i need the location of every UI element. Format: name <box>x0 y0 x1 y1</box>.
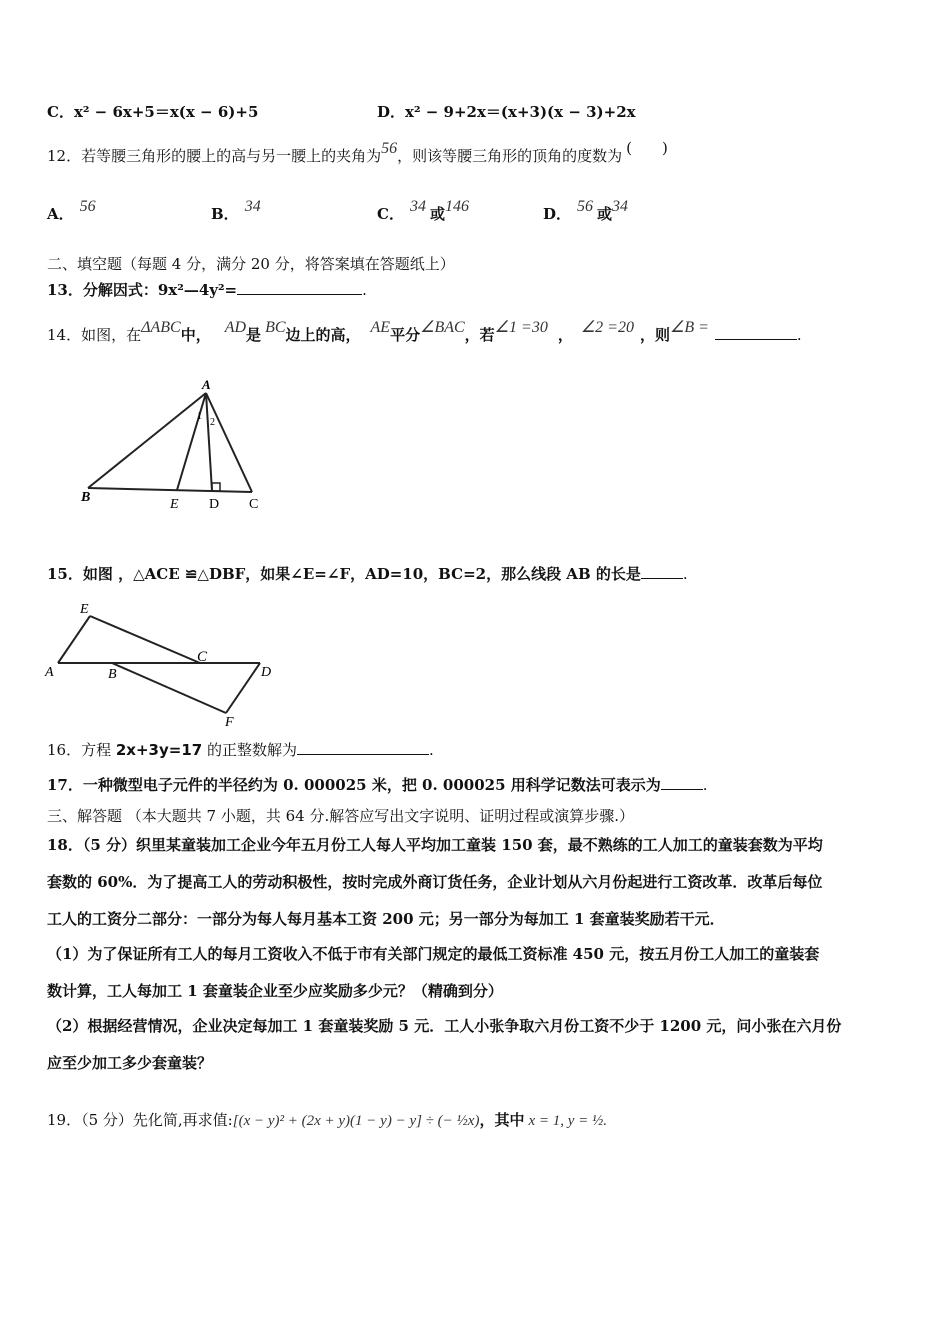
q11-option-d: D．x² − 9+2x＝(x+3)(x − 3)+2x <box>377 103 636 121</box>
q14-text-1: 14．如图，在 <box>47 326 142 344</box>
q14-ae: AE <box>370 319 391 336</box>
q13-text: 13．分解因式：9x²—4y²= <box>47 281 238 299</box>
q12-option-c-or: 或 <box>429 205 445 223</box>
q19-condition: x = 1, y = ½. <box>528 1113 608 1129</box>
figure-14-triangle <box>70 375 280 520</box>
figure-15-congruent-triangles <box>40 598 280 733</box>
q14-text-3: 是 <box>246 326 262 344</box>
q12-option-b-label: B． <box>211 205 239 223</box>
q12-options <box>47 198 96 225</box>
fig15-label-d: D <box>261 665 272 680</box>
q15-text: 15．如图 ，△ACE ≌△DBF，如果∠E=∠F，AD=10，BC=2，那么线段 AB 的长是 <box>47 565 641 583</box>
q17-text: 17．一种微型电子元件的半径约为 0. 000025 米，把 0. 000025 用科学记数法可表示为 <box>47 776 661 794</box>
q16-end: . <box>428 741 434 759</box>
q14 <box>47 319 802 346</box>
q14-ad: AD <box>224 319 247 336</box>
q12-option-b-wrap <box>211 198 261 225</box>
q15-end: . <box>682 565 688 583</box>
q14-angle-2: ∠2 =20 <box>580 319 634 336</box>
q12-stem-a: 12．若等腰三角形的腰上的高与另一腰上的夹角为 <box>47 147 382 165</box>
q12-stem-value: 56 <box>381 140 398 157</box>
q19-expression: [(x − y)² + (2x + y)(1 − y) − y] ÷ (− ½x) <box>232 1113 480 1129</box>
q12-option-c-wrap <box>377 198 469 225</box>
q14-angle-b: ∠B = <box>669 319 709 336</box>
q14-text-2: 中， <box>180 326 211 344</box>
q14-text-6: ，若 <box>464 326 495 344</box>
q14-text-8: ，则 <box>639 326 670 344</box>
fig15-label-a: A <box>45 665 54 680</box>
q18-line-2: 套数的 60%．为了提高工人的劳动积极性，按时完成外商订货任务，企业计划从六月份起进行工资改革．改革后每位 <box>47 873 823 891</box>
section3-title: 三、解答题 （本大题共 7 小题，共 64 分.解答应写出文字说明、证明过程或演算步骤.） <box>47 807 635 825</box>
q14-text-7: ， <box>557 326 573 344</box>
fig14-label-b: B <box>81 490 91 505</box>
fig14-label-a: A <box>202 377 211 392</box>
q12-option-d-or: 或 <box>597 205 613 223</box>
q12-stem <box>47 139 668 167</box>
q14-text-5: 平分 <box>390 326 421 344</box>
fig14-label-d: D <box>209 497 220 512</box>
fig15-label-e: E <box>80 602 89 617</box>
fig14-label-2: 2 <box>210 417 215 428</box>
q13-end: . <box>362 281 367 299</box>
q18-line-3: 工人的工资分二部分：一部分为每人每月基本工资 200 元；另一部分为每加工 1 套童装奖励若干元． <box>47 910 725 928</box>
q18-line-5: 数计算，工人每加工 1 套童装企业至少应奖励多少元？（精确到分） <box>47 982 503 1000</box>
q11-option-c: C．x² − 6x+5＝x(x − 6)+5 <box>47 103 259 121</box>
q12-option-d-wrap <box>543 198 629 225</box>
fig15-label-f: F <box>225 715 234 730</box>
q15 <box>47 564 688 584</box>
q15-blank[interactable] <box>641 564 683 579</box>
q14-triangle: ΔABC <box>141 319 181 336</box>
q14-angle-1: ∠1 =30 <box>494 319 548 336</box>
q14-bc: BC <box>265 319 286 336</box>
q14-text-4: 边上的高， <box>285 326 361 344</box>
q16-text-1: 16．方程 <box>47 741 116 759</box>
q19-text-1: 19．（5 分）先化简,再求值: <box>47 1111 233 1129</box>
q14-blank[interactable] <box>715 325 797 340</box>
q13 <box>47 280 367 300</box>
section2-title: 二、填空题（每题 4 分，满分 20 分，将答案填在答题纸上） <box>47 255 455 273</box>
q17-end: . <box>702 776 708 794</box>
q17-blank[interactable] <box>661 775 703 790</box>
q16-equation: 2x+3y=17 <box>115 741 203 759</box>
q18-line-6: （2）根据经营情况，企业决定每加工 1 套童装奖励 5 元．工人小张争取六月份工资不少于 1200 元，问小张在六月份 <box>47 1017 842 1035</box>
q12-stem-b: ，则该等腰三角形的顶角的度数为 <box>397 147 623 165</box>
q19-text-2: ，其中 <box>479 1111 525 1129</box>
fig14-label-1: 1 <box>197 411 202 422</box>
q16 <box>47 740 434 760</box>
fig15-label-b: B <box>108 667 117 682</box>
q18-line-1: 18．（5 分）织里某童装加工企业今年五月份工人每人平均加工童装 150 套，最不熟练的工人加工的童装套数为平均 <box>47 836 823 854</box>
q17 <box>47 775 708 795</box>
q16-text-2: 的正整数解为 <box>202 741 297 759</box>
q12-option-d-label: D． <box>543 205 572 223</box>
q12-option-b: 34 <box>244 198 261 215</box>
q12-paren: ( ) <box>626 139 668 157</box>
fig15-label-c: C <box>197 649 208 665</box>
q12-option-c-label: C． <box>377 205 404 223</box>
q16-blank[interactable] <box>297 740 429 755</box>
q14-end: . <box>796 326 802 344</box>
q12-option-d-1: 56 <box>577 198 594 215</box>
fig14-label-c: C <box>249 497 259 512</box>
q12-option-c-2: 146 <box>444 198 469 215</box>
q13-blank[interactable] <box>237 280 362 295</box>
fig14-label-e: E <box>170 497 179 512</box>
q19 <box>47 1110 607 1131</box>
q12-option-d-2: 34 <box>612 198 629 215</box>
q18-line-7: 应至少加工多少套童装？ <box>47 1054 213 1072</box>
q12-option-c-1: 34 <box>409 198 426 215</box>
q14-bac: ∠BAC <box>420 319 465 336</box>
q12-option-a-label: A． <box>47 205 74 223</box>
q12-option-a: 56 <box>79 198 96 215</box>
q18-line-4: （1）为了保证所有工人的每月工资收入不低于市有关部门规定的最低工资标准 450 元，按五月份工人加工的童装套 <box>47 945 820 963</box>
